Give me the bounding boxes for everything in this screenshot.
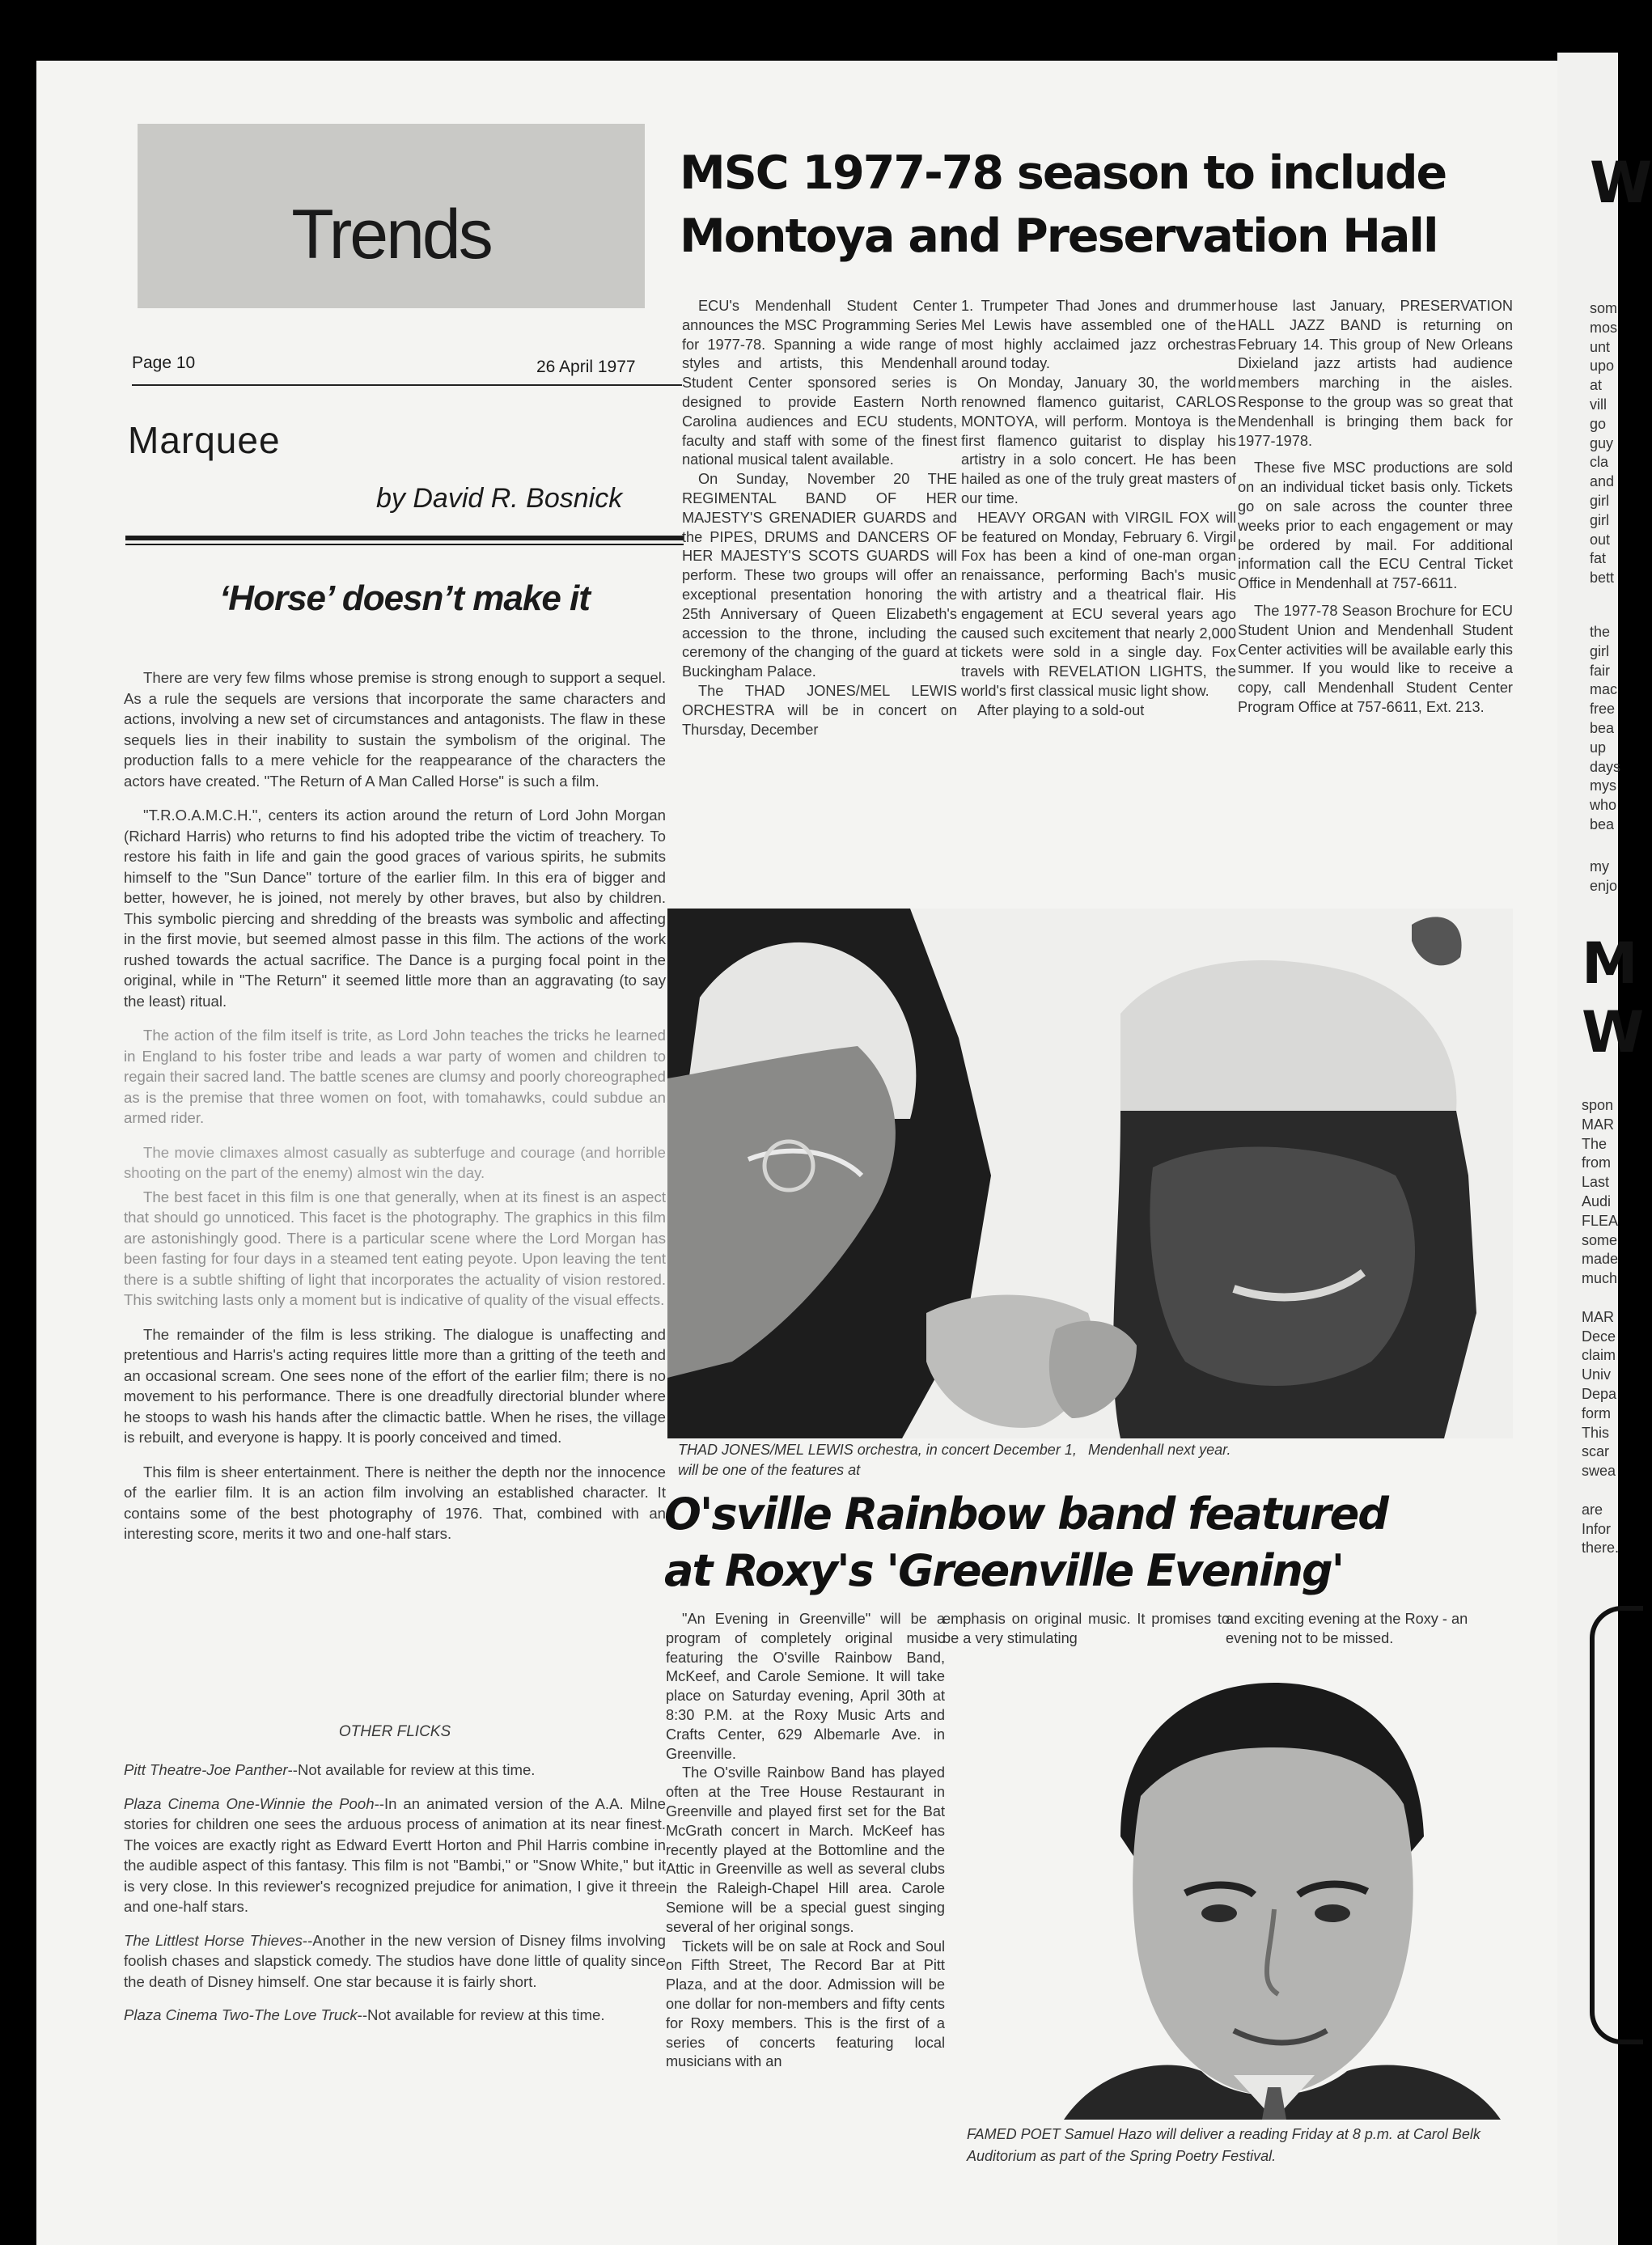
article-paragraph: HEAVY ORGAN with VIRGIL FOX will be featured on Monday, February 6. Virgil Fox has been a kind of one-man organ renaissance, performing Bach's music with artistry and a theatrical flair. His engagement at ECU several years ago caused such excitement that nearly 2,000 tickets were sold in a single day. Fox travels with REVELATION LIGHTS, the world's first classical music light show. (961, 509, 1236, 699)
flick-title: Pitt Theatre-Joe Panther (124, 1761, 288, 1778)
review-paragraph: "T.R.O.A.M.C.H.", centers its action around the return of Lord John Morgan (Richard Harris) who returns to find his adopted tribe the victim of treachery. To restore his faith in life and gain the good graces of various spirits, he submits himself to the "Sun Dance" torture of the earlier film. In this era of bigger and better, however, he is joined, not merely by other braves, but also by children. This symbolic piercing and shredding of the breasts was symbolic and affecting in the first movie, but seemed almost passe in this film. The actions of the work rushed towards the actual sacrifice. The Dance is a purging focal point in the original, while in "The Return" it seemed little more than an aggravating (to say the least) ritual. (124, 807, 666, 1010)
issue-date: 26 April 1977 (536, 358, 636, 376)
headline-line: O'sville Rainbow band featured (664, 1489, 1387, 1540)
article-paragraph: On Monday, January 30, the world renowned flamenco guitarist, CARLOS MONTOYA, will perform. Montoya is the first flamenco guitarist to display his artistry in a solo concert. He has been hailed as one of the truly great masters of our time. (961, 375, 1236, 506)
flick-entry (124, 2005, 666, 2026)
section-title: Trends (291, 196, 491, 273)
msc-column-1 (682, 297, 957, 908)
article-paragraph: The 1977-78 Season Brochure for ECU Student Union and Mendenhall Student Center activities will be available early this summer. If you would like to receive a copy, call Mendenhall Student Center Program Office at 757-6611, Ext. 213. (1238, 602, 1513, 715)
review-paragraph: The movie climaxes almost casually as subterfuge and courage (and horrible shooting on the part of the enemy) almost win the day. (124, 1143, 666, 1181)
review-paragraph: The remainder of the film is less striking. The dialogue is unaffecting and pretentious and Harris's acting requires little more than a gritting of the teeth and an occasional scream. One sees none of the effort of the earlier film; there is no movement to his performance. There is one dreadfully directorial blunder where he stoops to wash his hands after the climactic battle. When he rises, the village is rebuilt, and everyone is happy. It is poorly conceived and timed. (124, 1325, 666, 1446)
column-name: Marquee (128, 419, 281, 461)
other-flicks-list (124, 1760, 666, 2039)
band-photo-image (667, 909, 1513, 1438)
article-paragraph: After playing to a sold-out (977, 701, 1145, 718)
divider (125, 544, 684, 545)
review-body (124, 667, 666, 1558)
headline-line: MSC 1977-78 season to include (680, 146, 1447, 200)
other-flicks-heading: OTHER FLICKS (338, 1723, 451, 1740)
article-paragraph: The THAD JONES/MEL LEWIS ORCHESTRA will be in concert on Thursday, December (682, 682, 957, 738)
divider (125, 536, 684, 540)
review-paragraph: This film is sheer entertainment. There is neither the depth nor the innocence of the earlier film. It is an action film involving an established character. It contains some of the best photography of 1976. That, combined with an interesting score, merits it two and one-half stars. (124, 1463, 666, 1542)
section-banner (138, 124, 645, 308)
review-paragraph: The best facet in this film is one that generally, when at its finest is an aspect that should go unnoticed. This facet is the photography. The graphics in this film are astonishingly good. There is a particular scene where the Lord Morgan has been fasting for four days in a steamed tent eating peyote. Upon leaving the tent there is a subtle shifting of light that incorporates the actuality of vision restored. This switching lasts only a moment but is indicative of quality of the visual effects. (124, 1188, 666, 1308)
article-paragraph: house last January, PRESERVATION HALL JAZZ BAND is returning on February 14. This group of New Orleans Dixieland jazz artists had audience members marching in the aisles. Response to the group was so great that Mendenhall is bringing them back for 1977-1978. (1238, 298, 1513, 449)
article-paragraph: On Sunday, November 20 THE REGIMENTAL BAND OF HER MAJESTY'S GRENADIER GUARDS and the PIPES, DRUMS and DANCERS OF HER MAJESTY'S SCOTS GUARDS will perform. These two groups will offer an exceptional presentation honoring the 25th Anniversary of Queen Elizabeth's accession to the throne, including the ceremony of the changing of the guard at Buckingham Palace. (682, 471, 957, 680)
flick-text: --Not available for review at this time. (357, 2006, 605, 2023)
page-number: Page 10 (132, 354, 196, 372)
roxy-column-3: and exciting evening at the Roxy - an evening not to be missed. (1226, 1611, 1468, 1646)
flick-text: --In an animated version of the A.A. Milne stories for children one sees the arduous process of animation at its near finest. The voices are exactly right as Edward Evertt Horton and Phil Harris combine in the audible aspect of this fantasy. This film is not "Bambi," or "Snow White," but it is very close. In this reviewer's recognized prejudice for animation, I give it three and one-half stars. (124, 1794, 667, 1915)
flick-entry (124, 1930, 666, 1993)
review-paragraph: The action of the film itself is trite, as Lord John teaches the tricks he learned in England to his foster tribe and leads a war party of women and children to regain their sacred land. The battle scenes are clumsy and poorly choreographed as is the premise that three women on foot, with tomahawks, could subdue an armed rider. (124, 1027, 666, 1126)
next-page-text-fragment: som mos unt upo at vill go guy cla and girl girl out fat bett (1590, 300, 1618, 587)
article-paragraph: "An Evening in Greenville" will be a program of completely original music featuring the O'sville Rainbow Band, McKeef, and Carole Semione. It will take place on Saturday evening, April 30th at 8:30 P.M. at the Roxy Music Arts and Crafts Center, 629 Albemarle Ave. in Greenville. (666, 1611, 945, 1762)
poet-photo-image (967, 1667, 1533, 2120)
article-paragraph: The O'sville Rainbow Band has played often at the Tree House Restaurant in Greenville and played first set for the Bat McGrath concert in March. McKeef has recently played at the Bottomline and the Attic in Greenville as well as several clubs in the Raleigh-Chapel Hill area. Carole Semione will be a special guest singing several of her original songs. (666, 1764, 945, 1935)
flick-title: Plaza Cinema Two-The Love Truck (124, 2006, 358, 2023)
headline-line: Montoya and Preservation Hall (680, 210, 1438, 263)
next-page-text-fragment: my enjo (1590, 858, 1618, 894)
next-page-headline-fragment: M (1582, 930, 1638, 997)
article-paragraph: 1. Trumpeter Thad Jones and drummer Mel Lewis have assembled one of the most highly acclaimed jazz orchestras around today. (961, 298, 1236, 372)
band-photo (667, 909, 1513, 1438)
poet-photo-caption: FAMED POET Samuel Hazo will deliver a reading Friday at 8 p.m. at Carol Belk Auditorium as part of the Spring Poetry Festival. (967, 2126, 1480, 2164)
article-paragraph: Tickets will be on sale at Rock and Soul on Fifth Street, The Record Bar at Pitt Plaza, and at the door. Admission will be one dollar for non-members and fifty cents for Roxy members. This is the first of a series of concerts featuring local musicians with an (666, 1938, 945, 2070)
next-page-text-fragment: the girl fair mac free bea up days mys who bea (1590, 624, 1621, 832)
flick-title: The Littlest Horse Thieves (124, 1931, 303, 1949)
divider (132, 384, 682, 386)
poet-photo (967, 1667, 1533, 2120)
next-page-headline-fragment: W (1582, 999, 1645, 1065)
article-paragraph: ECU's Mendenhall Student Center announces the MSC Programming Series for 1977-78. Spanning a wide range of styles and artists, this Mendenhall Student Center sponsored series is designed to provide Eastern North Carolina audiences and ECU students, faculty and staff with some of the finest national musical talent available. (682, 298, 957, 468)
flick-text: --Not available for review at this time. (287, 1761, 536, 1778)
next-page-text-fragment: spon MAR The from Last Audi FLEA some made much MAR Dece claim Univ Depa form This scar swea are Infor there. (1582, 1097, 1620, 1557)
adjacent-page-edge (1557, 53, 1652, 2245)
msc-column-2 (961, 297, 1236, 908)
msc-column-3 (1238, 297, 1513, 908)
next-page-headline-fragment: W (1590, 150, 1652, 216)
headline-line: at Roxy's 'Greenville Evening' (664, 1545, 1344, 1596)
newspaper-page (36, 61, 1557, 2245)
band-photo-caption-continued: Mendenhall next year. (1088, 1442, 1231, 1458)
review-paragraph: There are very few films whose premise is strong enough to support a sequel. As a rule the sequels are versions that incorporate the same characters and actions, involving a new set of circumstances and antagonists. The flaw in these sequels lies in their inability to sustain the symbolism of the original. The production falls to a mere vehicle for the reappearance of the characters the actors have created. "The Return of A Man Called Horse" is such a film. (124, 669, 666, 790)
msc-headline (680, 142, 1537, 268)
flick-entry (124, 1794, 666, 1917)
roxy-column-1 (666, 1610, 945, 2205)
next-page-box-outline (1590, 1606, 1643, 2044)
flick-entry (124, 1760, 666, 1781)
flick-text: --Another in the new version of Disney films involving foolish chases and slapstick comedy. The studios have done little of quality since the death of Disney himself. One star because it is fairly short. (124, 1931, 667, 1990)
roxy-column-2: emphasis on original music. It promises to be a very stimulating (942, 1611, 1230, 1646)
flick-title: Plaza Cinema One-Winnie the Pooh (124, 1794, 375, 1812)
band-photo-caption: THAD JONES/MEL LEWIS orchestra, in concert December 1, will be one of the features at (678, 1442, 1077, 1478)
byline: by David R. Bosnick (376, 483, 623, 514)
article-paragraph: These five MSC productions are sold on an individual ticket basis only. Tickets go on sale across the counter three weeks prior to each engagement or may be ordered by mail. For additional information call the ECU Central Ticket Office in Mendenhall at 757-6611. (1238, 460, 1513, 592)
roxy-headline (664, 1486, 1538, 1599)
review-headline: ‘Horse’ doesn’t make it (219, 578, 590, 618)
